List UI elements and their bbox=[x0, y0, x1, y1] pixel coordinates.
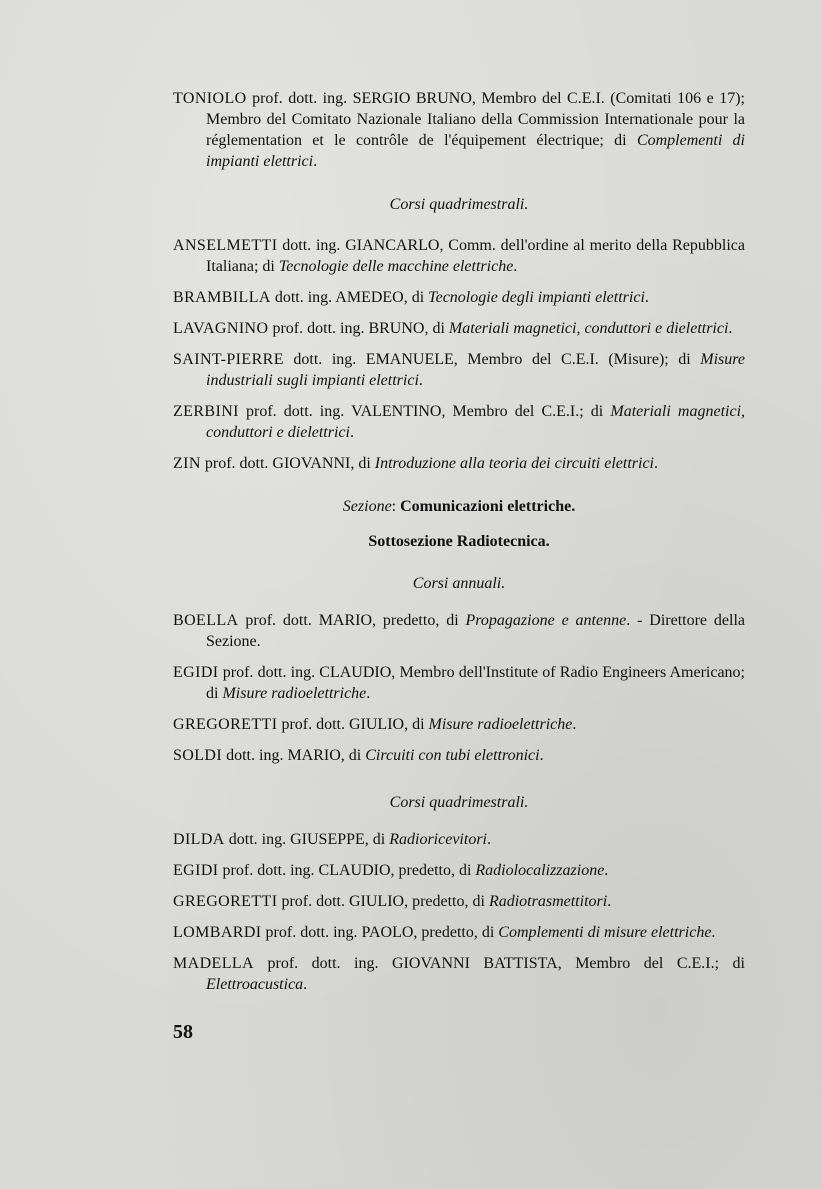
faculty-details: prof. dott. GIULIO, predetto, di bbox=[277, 893, 489, 910]
faculty-entry bbox=[173, 860, 745, 881]
faculty-entry bbox=[173, 235, 745, 277]
faculty-surname: GREGORETTI bbox=[173, 893, 278, 910]
faculty-entry bbox=[173, 891, 745, 912]
subsection-heading: Sottosezione Radiotecnica. bbox=[368, 533, 550, 550]
faculty-entry bbox=[173, 745, 745, 766]
faculty-details: prof. dott. ing. CLAUDIO, Membro dell'Institute of Radio Engineers Americano; di bbox=[206, 664, 745, 702]
entry-tail: . bbox=[604, 862, 609, 879]
faculty-entry bbox=[173, 714, 745, 735]
faculty-surname: BOELLA bbox=[173, 612, 239, 629]
faculty-surname: TONIOLO bbox=[173, 90, 247, 107]
course-title: Elettroacustica bbox=[206, 976, 304, 993]
faculty-details: dott. ing. EMANUELE, Membro del C.E.I. (Misure); di bbox=[283, 351, 701, 368]
faculty-surname: ZIN bbox=[173, 455, 201, 472]
entry-tail: . bbox=[513, 258, 518, 275]
entry-tail: . bbox=[607, 893, 612, 910]
entry-tail: . bbox=[349, 424, 354, 441]
faculty-surname: ANSELMETTI bbox=[173, 237, 278, 254]
faculty-details: prof. dott. ing. BRUNO, di bbox=[268, 320, 449, 337]
course-title: Propagazione e antenne bbox=[465, 612, 627, 629]
entry-tail: . bbox=[711, 924, 716, 941]
course-title: Circuiti con tubi elettronici bbox=[365, 747, 540, 764]
faculty-entry bbox=[173, 953, 745, 995]
heading-corsi-quadrimestrali: Corsi quadrimestrali. bbox=[389, 196, 529, 213]
faculty-details: prof. dott. ing. PAOLO, predetto, di bbox=[261, 924, 499, 941]
faculty-surname: ZERBINI bbox=[173, 403, 239, 420]
course-title: Tecnologie degli impianti elettrici bbox=[428, 289, 645, 306]
faculty-details: dott. ing. AMEDEO, di bbox=[270, 289, 429, 306]
page-number: 58 bbox=[173, 1021, 193, 1043]
faculty-entry bbox=[173, 318, 745, 339]
faculty-details: dott. ing. GIANCARLO, Comm. dell'ordine al merito della Repubblica Italiana; di bbox=[206, 237, 745, 275]
faculty-details: dott. ing. GIUSEPPE, di bbox=[224, 831, 390, 848]
entry-tail: . bbox=[572, 716, 577, 733]
faculty-details: prof. dott. ing. CLAUDIO, predetto, di bbox=[218, 862, 476, 879]
course-title: Tecnologie delle macchine elettriche bbox=[278, 258, 514, 275]
entry-tail: . bbox=[313, 153, 318, 170]
faculty-surname: EGIDI bbox=[173, 862, 219, 879]
faculty-entry bbox=[173, 453, 745, 474]
faculty-entry bbox=[173, 401, 745, 443]
entries-quadrimestrali-1 bbox=[173, 235, 745, 474]
course-title: Misure radioelettriche bbox=[428, 716, 573, 733]
faculty-entry bbox=[173, 88, 745, 172]
faculty-surname: LOMBARDI bbox=[173, 924, 262, 941]
course-title: Misure industriali sugli impianti elettrici bbox=[206, 351, 745, 389]
section-title: Comunicazioni elettriche. bbox=[400, 498, 576, 515]
faculty-details: prof. dott. ing. VALENTINO, Membro del C.E.I.; di bbox=[238, 403, 611, 420]
section-heading: Sezione: Comunicazioni elettriche. bbox=[342, 498, 576, 515]
faculty-entry bbox=[173, 287, 745, 308]
entry-tail: . bbox=[644, 289, 649, 306]
heading-corsi-quadrimestrali-2: Corsi quadrimestrali. bbox=[389, 794, 529, 811]
faculty-entry bbox=[173, 662, 745, 704]
entry-tail: . - Direttore della Sezione. bbox=[206, 612, 745, 650]
course-title: Complementi di impianti elettrici bbox=[206, 132, 746, 170]
faculty-details: prof. dott. MARIO, predetto, di bbox=[238, 612, 466, 629]
course-title: Radioricevitori bbox=[389, 831, 487, 848]
faculty-details: dott. ing. MARIO, di bbox=[222, 747, 366, 764]
course-title: Introduzione alla teoria dei circuiti elettrici bbox=[374, 455, 654, 472]
course-title: Misure radioelettriche bbox=[222, 685, 367, 702]
heading-corsi-annuali: Corsi annuali. bbox=[412, 575, 506, 592]
course-title: Complementi di misure elettriche bbox=[498, 924, 712, 941]
section-label: Sezione bbox=[342, 498, 392, 515]
faculty-entry bbox=[173, 829, 745, 850]
course-title: Materiali magnetici, conduttori e dielettrici bbox=[206, 403, 746, 441]
faculty-details: prof. dott. GIULIO, di bbox=[277, 716, 429, 733]
entries-top bbox=[173, 88, 745, 172]
entries-annuali bbox=[173, 610, 745, 766]
entry-tail: . bbox=[303, 976, 308, 993]
faculty-surname: SAINT-PIERRE bbox=[173, 351, 284, 368]
faculty-details: prof. dott. ing. GIOVANNI BATTISTA, Membro del C.E.I.; di bbox=[254, 955, 745, 972]
page-content bbox=[173, 88, 745, 1005]
entry-tail: . bbox=[654, 455, 658, 472]
faculty-entry bbox=[173, 610, 745, 652]
faculty-surname: GREGORETTI bbox=[173, 716, 278, 733]
faculty-surname: LAVAGNINO bbox=[173, 320, 269, 337]
faculty-entry bbox=[173, 922, 745, 943]
faculty-surname: SOLDI bbox=[173, 747, 223, 764]
faculty-details: prof. dott. ing. SERGIO BRUNO, Membro del C.E.I. (Comitati 106 e 17); Membro del Comitato Nazionale Italiano della Commission Internationale pour la réglementation et le contrôle de l'équipement électrique; di bbox=[206, 90, 745, 149]
faculty-details: prof. dott. GIOVANNI, di bbox=[200, 455, 375, 472]
faculty-entry bbox=[173, 349, 745, 391]
entry-tail: . bbox=[366, 685, 371, 702]
faculty-surname: EGIDI bbox=[173, 664, 219, 681]
entries-quadrimestrali-2 bbox=[173, 829, 745, 995]
faculty-surname: MADELLA bbox=[173, 955, 255, 972]
entry-tail: . bbox=[728, 320, 733, 337]
course-title: Radiolocalizzazione bbox=[475, 862, 605, 879]
faculty-surname: BRAMBILLA bbox=[173, 289, 271, 306]
entry-tail: . bbox=[539, 747, 544, 764]
course-title: Radiotrasmettitori bbox=[488, 893, 608, 910]
entry-tail: . bbox=[418, 372, 423, 389]
course-title: Materiali magnetici, conduttori e dielettrici bbox=[448, 320, 729, 337]
faculty-surname: DILDA bbox=[173, 831, 225, 848]
entry-tail: . bbox=[487, 831, 491, 848]
